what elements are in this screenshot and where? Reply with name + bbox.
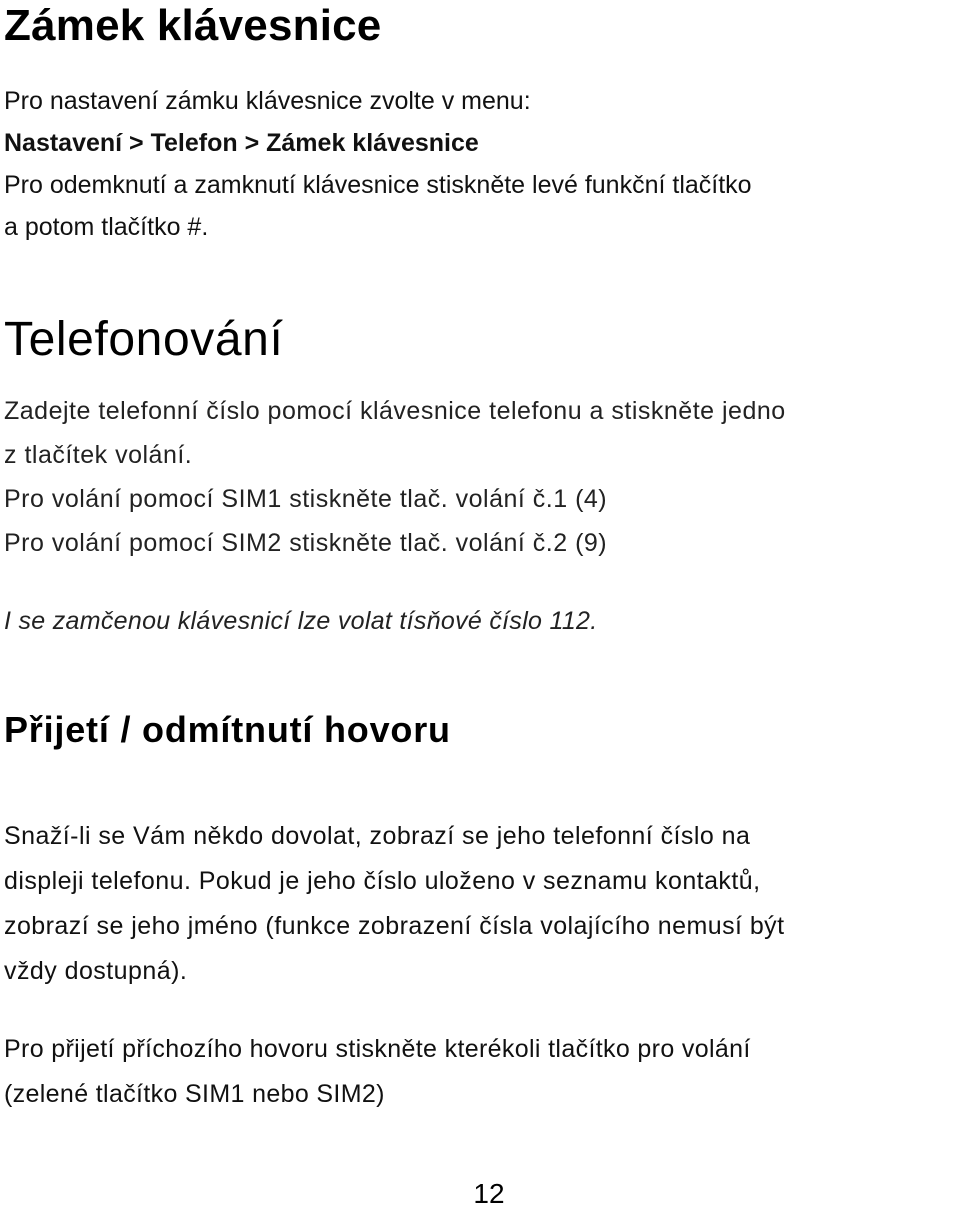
accept-reject-line: Snaží-li se Vám někdo dovolat, zobrazí se jeho telefonní číslo na xyxy=(4,822,751,850)
calling-heading: Telefonování xyxy=(4,313,284,366)
calling-text xyxy=(4,389,786,565)
calling-line: Pro volání pomocí SIM2 stiskněte tlač. volání č.2 (9) xyxy=(4,529,608,557)
page-number: 12 xyxy=(473,1178,505,1209)
keyboard-lock-menu-path: Nastavení > Telefon > Zámek klávesnice xyxy=(4,129,479,157)
keyboard-lock-line: Pro odemknutí a zamknutí klávesnice stiskněte levé funkční tlačítko xyxy=(4,171,752,199)
accept-reject-line: zobrazí se jeho jméno (funkce zobrazení čísla volajícího nemusí být xyxy=(4,912,785,940)
keyboard-lock-line: a potom tlačítko #. xyxy=(4,213,209,241)
accept-reject-line: displeji telefonu. Pokud je jeho číslo uloženo v seznamu kontaktů, xyxy=(4,867,761,895)
keyboard-lock-heading: Zámek klávesnice xyxy=(4,1,382,50)
emergency-call-note: I se zamčenou klávesnicí lze volat tísňové číslo 112. xyxy=(4,607,598,635)
accept-call-line: (zelené tlačítko SIM1 nebo SIM2) xyxy=(4,1080,385,1108)
accept-call-line: Pro přijetí příchozího hovoru stiskněte kterékoli tlačítko pro volání xyxy=(4,1035,751,1063)
calling-line: Zadejte telefonní číslo pomocí klávesnice telefonu a stiskněte jedno xyxy=(4,397,786,425)
accept-reject-heading: Přijetí / odmítnutí hovoru xyxy=(4,709,451,750)
calling-line: Pro volání pomocí SIM1 stiskněte tlač. volání č.1 (4) xyxy=(4,485,608,513)
accept-reject-paragraph xyxy=(4,814,785,994)
accept-call-paragraph xyxy=(4,1027,751,1117)
keyboard-lock-text xyxy=(4,80,752,248)
calling-line: z tlačítek volání. xyxy=(4,441,193,469)
keyboard-lock-line: Pro nastavení zámku klávesnice zvolte v menu: xyxy=(4,87,531,115)
accept-reject-line: vždy dostupná). xyxy=(4,957,188,985)
